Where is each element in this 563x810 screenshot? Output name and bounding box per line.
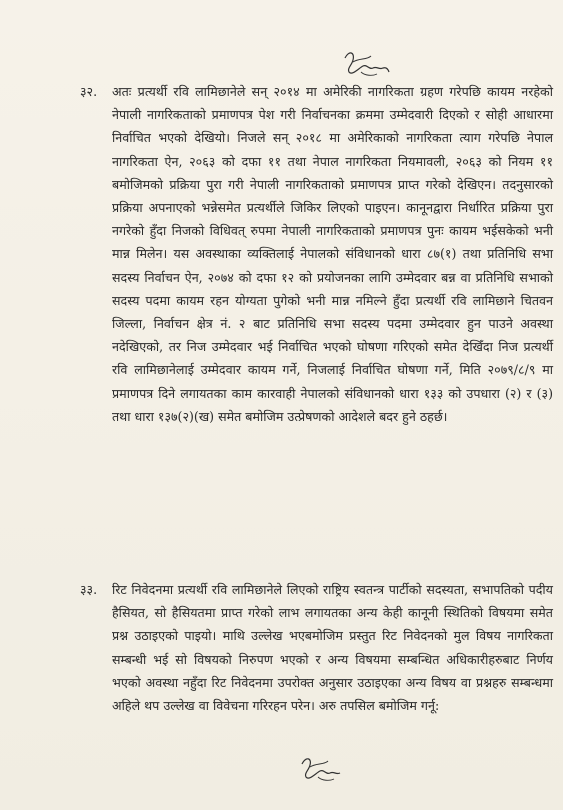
paragraph-33	[82, 578, 553, 717]
signature-bottom	[294, 752, 348, 786]
paragraph-number: ३३.	[80, 582, 98, 597]
paragraph-text: अतः प्रत्यर्थी रवि लामिछानेले सन् २०१४ मा अमेरिकी नागरिकता ग्रहण गरेपछि कायम नरहेको नेपाली नागरिकताको प्रमाणपत्र पेश गरी निर्वाचनका क्रममा उम्मेदवारी दिएको र सोही आधारमा निर्वाचित भएको देखियो। निजले सन् २०१८ मा अमेरिकाको नागरिकता त्याग गरेपछि नेपाल नागरिकता ऐन, २०६३ को दफा ११ तथा नेपाल नागरिकता नियमावली, २०६३ को नियम ११ बमोजिमको प्रक्रिया पुरा गरी नेपाली नागरिकताको प्रमाणपत्र प्राप्त गरेको देखिएन। तदनुसारको प्रक्रिया अपनाएको भन्नेसमेत प्रत्यर्थीले जिकिर लिएको पाइएन। कानूनद्वारा निर्धारित प्रक्रिया पुरा नगरेको हुँदा निजको विधिवत् रुपमा नेपाली नागरिकताको प्रमाणपत्र पुनः कायम भईसकेको भनी मान्न मिलेन। यस अवस्थाका व्यक्तिलाई नेपालको संविधानको धारा ८७(१) तथा प्रतिनिधि सभा सदस्य निर्वाचन ऐन, २०७४ को दफा १२ को प्रयोजनका लागि उम्मेदवार बन्न वा प्रतिनिधि सभाको सदस्य पदमा कायम रहन योग्यता पुगेको भनी मान्न नमिल्ने हुँदा प्रत्यर्थी रवि लामिछाने चितवन जिल्ला, निर्वाचन क्षेत्र नं. २ बाट प्रतिनिधि सभा सदस्य पदमा उम्मेदवार हुन पाउने अवस्था नदेखिएको, तर निज उम्मेदवार भई निर्वाचित भएको घोषणा गरिएको समेत देखिँदा निज प्रत्यर्थी रवि लामिछानेलाई उम्मेदवार कायम गर्ने, निजलाई निर्वाचित घोषणा गर्ने, मिति २०७९/८/९ मा प्रमाणपत्र दिने लगायतका काम कारवाही नेपालको संविधानको धारा १३३ को उपधारा (२) र (३) तथा धारा १३७(२)(ख) समेत बमोजिम उत्प्रेषणको आदेशले बदर हुने ठहर्छ।	[112, 84, 553, 424]
signature-top	[339, 48, 393, 82]
paragraph-32	[82, 80, 553, 428]
paragraph-text: रिट निवेदनमा प्रत्यर्थी रवि लामिछानेले लिएको राष्ट्रिय स्वतन्त्र पार्टीको सदस्यता, सभापतिको पदीय हैसियत, सो हैसियतमा प्राप्त गरेको लाभ लगायतका अन्य केही कानूनी स्थितिको विषयमा समेत प्रश्न उठाइएको पाइयो। माथि उल्लेख भएबमोजिम प्रस्तुत रिट निवेदनको मुल विषय नागरिकता सम्बन्धी भई सो विषयको निरुपण भएको र अन्य विषयमा सम्बन्धित अधिकारीहरुबाट निर्णय भएको अवस्था नहुँदा रिट निवेदनमा उपरोक्त अनुसार उठाइएका अन्य विषय वा प्रश्नहरु सम्बन्धमा अहिले थप उल्लेख वा विवेचना गरिरहन परेन। अरु तपसिल बमोजिम गर्नू:	[112, 582, 553, 714]
paragraph-number: ३२.	[80, 84, 98, 99]
